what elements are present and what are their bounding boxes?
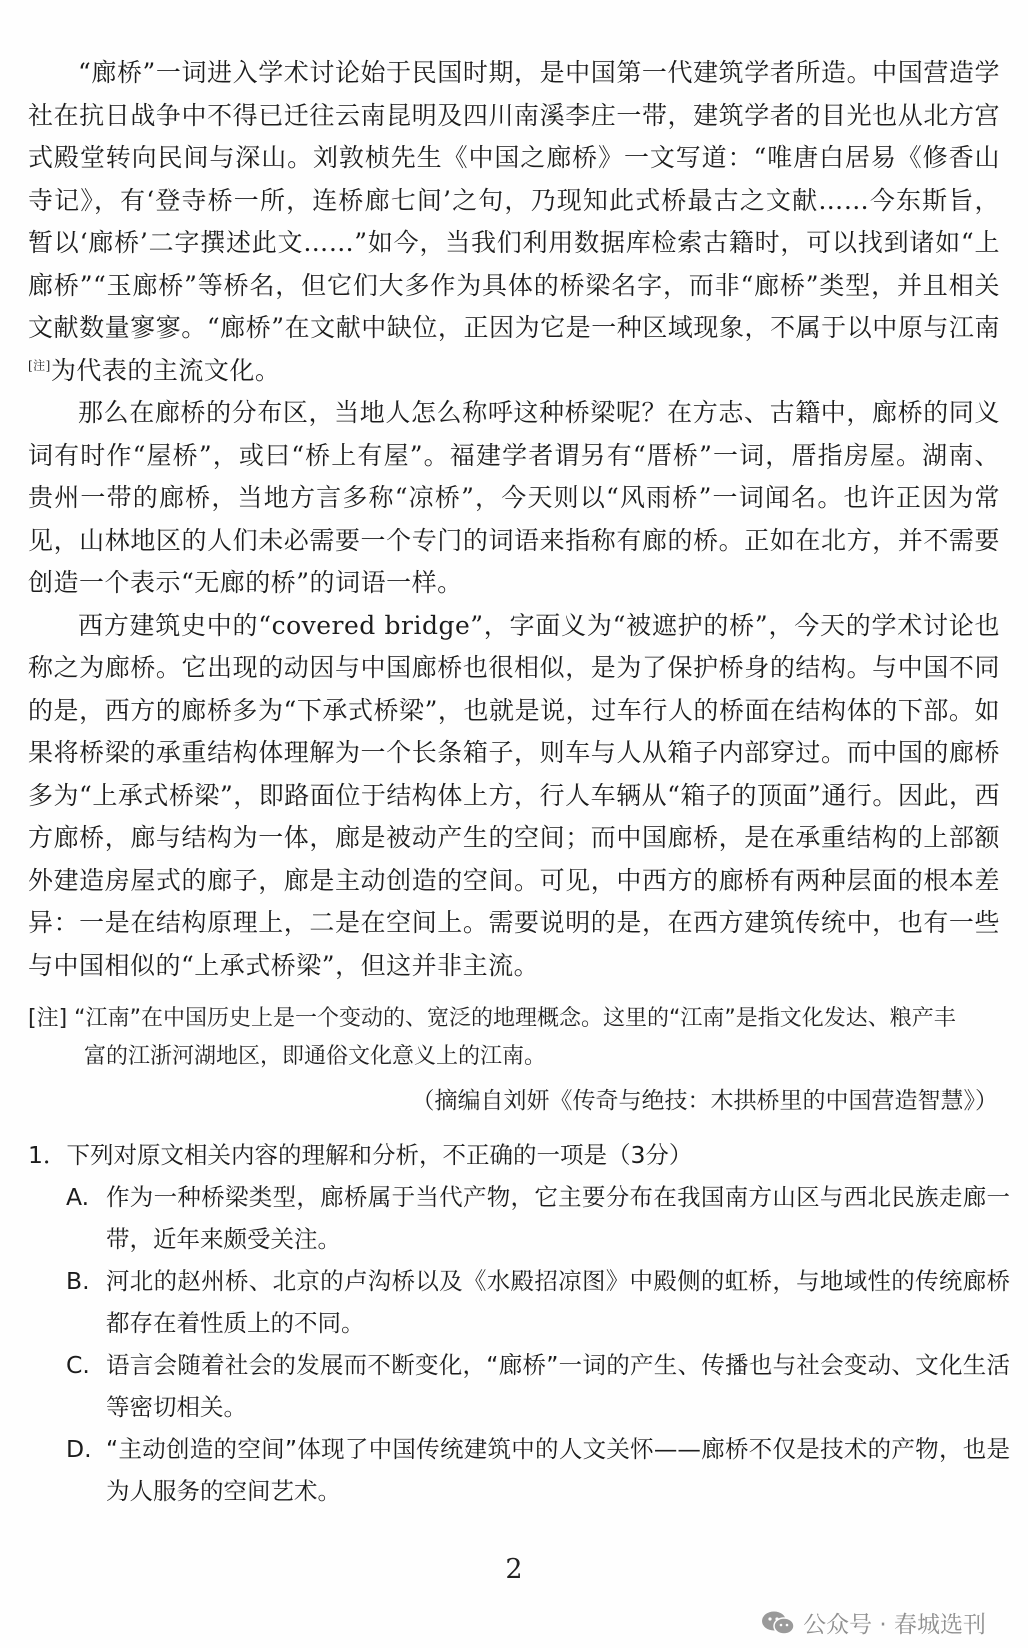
paragraph-2: 那么在廊桥的分布区，当地人怎么称呼这种桥梁呢？在方志、古籍中，廊桥的同义词有时作“屋桥”，或曰“桥上有屋”。福建学者谓另有“厝桥”一词，厝指房屋。湖南、贵州一带的廊桥，当地方言多称“凉桥”，今天则以“风雨桥”一词闻名。也许正因为常见，山林地区的人们未必需要一个专门的词语来指称有廊的桥。正如在北方，并不需要创造一个表示“无廊的桥”的词语一样。 [28, 398, 1000, 597]
footnote-line-1: “江南”在中国历史上是一个变动的、宽泛的地理概念。这里的“江南”是指文化发达、粮产丰 [74, 1006, 956, 1031]
wechat-icon [761, 1610, 795, 1636]
question-stem: 1．下列对原文相关内容的理解和分析，不正确的一项是（3分） [28, 1141, 693, 1169]
option-c [66, 1344, 1010, 1428]
paragraph-1 [28, 52, 1000, 392]
option-d [66, 1428, 1010, 1512]
option-a [66, 1176, 1010, 1260]
paragraph-1-tail: 为代表的主流文化。 [50, 355, 281, 385]
source-citation: （摘编自刘妍《传奇与绝技：木拱桥里的中国营造智慧》） [411, 1088, 998, 1114]
paragraph-3: 西方建筑史中的“covered bridge”，字面义为“被遮护的桥”，今天的学术讨论也称之为廊桥。它出现的动因与中国廊桥也很相似，是为了保护桥身的结构。与中国不同的是，西方的廊桥多为“下承式桥梁”，也就是说，过车行人的桥面在结构体的下部。如果将桥梁的承重结构体理解为一个长条箱子，则车与人从箱子内部穿过。而中国的廊桥多为“上承式桥梁”，即路面位于结构体上方，行人车辆从“箱子的顶面”通行。因此，西方廊桥，廊与结构为一体，廊是被动产生的空间；而中国廊桥，是在承重结构的上部额外建造房屋式的廊子，廊是主动创造的空间。可见，中西方的廊桥有两种层面的根本差异：一是在结构原理上，二是在空间上。需要说明的是，在西方建筑传统中，也有一些与中国相似的“上承式桥梁”，但这并非主流。 [28, 610, 1000, 980]
article-body [28, 52, 1000, 987]
option-c-text: 语言会随着社会的发展而不断变化，“廊桥”一词的产生、传播也与社会变动、文化生活等密切相关。 [106, 1351, 1010, 1421]
footnote-line-2: 富的江浙河湖地区，即通俗文化意义上的江南。 [84, 1044, 547, 1069]
watermark-text: 公众号 · 春城选刊 [803, 1612, 986, 1638]
page-number: 2 [505, 1554, 523, 1585]
footnote [28, 1000, 1000, 1076]
option-b [66, 1260, 1010, 1344]
option-a-text: 作为一种桥梁类型，廊桥属于当代产物，它主要分布在我国南方山区与西北民族走廊一带，近年来颇受关注。 [106, 1183, 1010, 1253]
option-d-text: “主动创造的空间”体现了中国传统建筑中的人文关怀——廊桥不仅是技术的产物，也是为人服务的空间艺术。 [106, 1435, 1010, 1505]
option-d-letter: D. [66, 1435, 92, 1463]
footnote-marker: [注] [28, 358, 51, 373]
option-c-letter: C. [66, 1351, 90, 1379]
paragraph-1-main: “廊桥”一词进入学术讨论始于民国时期，是中国第一代建筑学者所造。中国营造学社在抗日战争中不得已迁往云南昆明及四川南溪李庄一带，建筑学者的目光也从北方宫式殿堂转向民间与深山。刘敦桢先生《中国之廊桥》一文写道：“唯唐白居易《修香山寺记》，有‘登寺桥一所，连桥廊七间’之句，乃现知此式桥最古之文献……今东斯旨，暂以‘廊桥’二字撰述此文……”如今，当我们利用数据库检索古籍时，可以找到诸如“上廊桥”“玉廊桥”等桥名，但它们大多作为具体的桥梁名字，而非“廊桥”类型，并且相关文献数量寥寥。“廊桥”在文献中缺位，正因为它是一种区域现象，不属于以中原与江南 [28, 58, 1000, 342]
watermark [761, 1606, 986, 1639]
question-1 [28, 1134, 1010, 1512]
option-b-letter: B. [66, 1267, 90, 1295]
footnote-label: [注] [28, 1006, 68, 1031]
option-a-letter: A. [66, 1183, 90, 1211]
option-b-text: 河北的赵州桥、北京的卢沟桥以及《水殿招凉图》中殿侧的虹桥，与地域性的传统廊桥都存在着性质上的不同。 [106, 1267, 1010, 1337]
